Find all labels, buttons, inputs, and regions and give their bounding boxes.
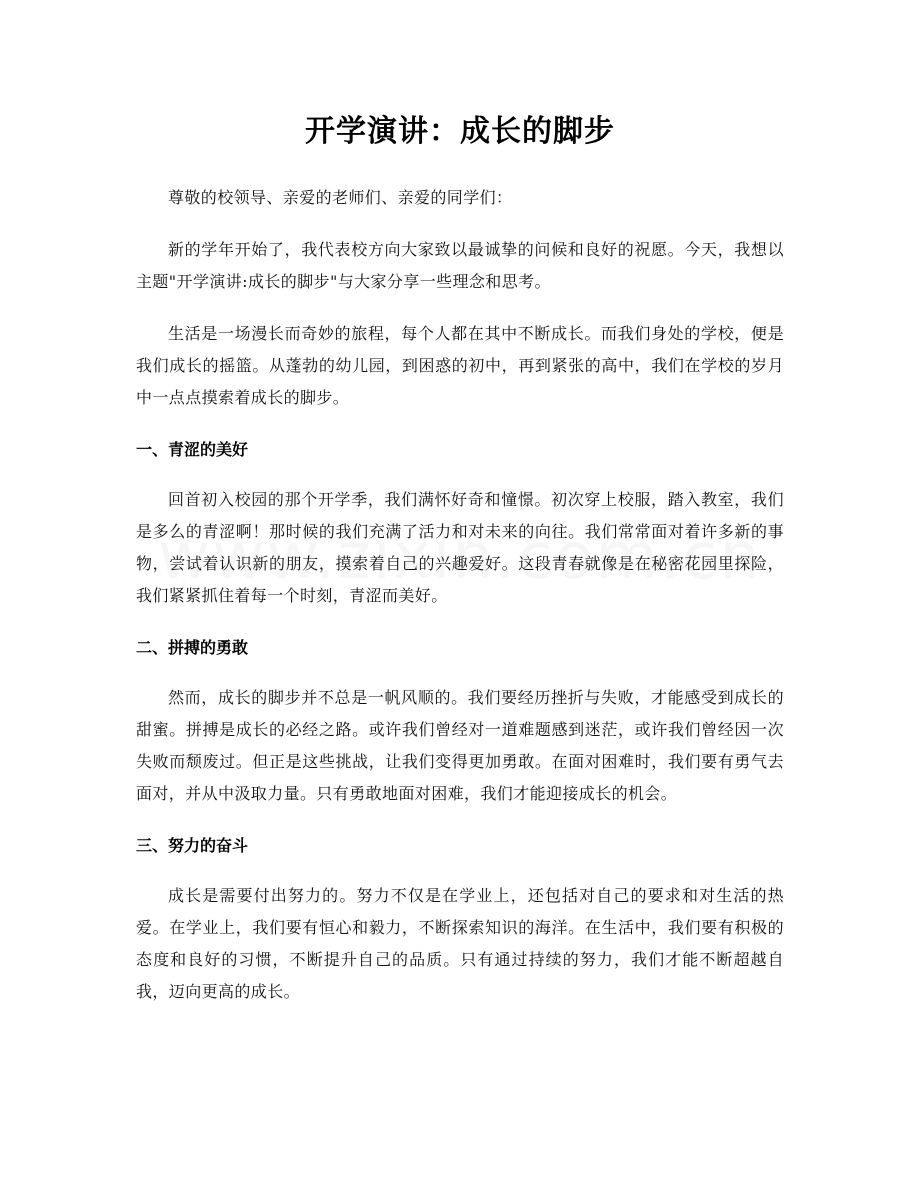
section-body-2: 然而，成长的脚步并不总是一帆风顺的。我们要经历挫折与失败，才能感受到成长的甜蜜。拼搏是成长的必经之路。或许我们曾经对一道难题感到迷茫，或许我们曾经因一次失败而颓废过。但正是这些挑战，让我们变得更加勇敢。在面对困难时，我们要有勇气去面对，并从中汲取力量。只有勇敢地面对困难，我们才能迎接成长的机会。 bbox=[136, 688, 784, 803]
document-body bbox=[136, 182, 784, 1028]
section-heading-3: 三、努力的奋斗 bbox=[136, 836, 249, 855]
section-heading-2: 二、拼搏的勇敢 bbox=[136, 638, 249, 657]
page-title: 开学演讲：成长的脚步 bbox=[305, 114, 615, 149]
greeting: 尊敬的校领导、亲爱的老师们、亲爱的同学们： bbox=[168, 188, 513, 207]
section-body-1: 回首初入校园的那个开学季，我们满怀好奇和憧憬。初次穿上校服，踏入教室，我们是多么的青涩啊！那时候的我们充满了活力和对未来的向往。我们常常面对着许多新的事物，尝试着认识新的朋友，摸索着自己的兴趣爱好。这段青春就像是在秘密花园里探险，我们紧紧抓住着每一个时刻，青涩而美好。 bbox=[136, 490, 784, 605]
intro-paragraph-1: 新的学年开始了，我代表校方向大家致以最诚挚的问候和良好的祝愿。今天，我想以主题"开学演讲:成长的脚步"与大家分享一些理念和思考。 bbox=[136, 240, 784, 291]
intro-paragraph-2: 生活是一场漫长而奇妙的旅程，每个人都在其中不断成长。而我们身处的学校，便是我们成长的摇篮。从蓬勃的幼儿园，到困惑的初中，再到紧张的高中，我们在学校的岁月中一点点摸索着成长的脚步。 bbox=[136, 324, 784, 407]
section-body-3: 成长是需要付出努力的。努力不仅是在学业上，还包括对自己的要求和对生活的热爱。在学业上，我们要有恒心和毅力，不断探索知识的海洋。在生活中，我们要有积极的态度和良好的习惯，不断提升自己的品质。只有通过持续的努力，我们才能不断超越自我，迈向更高的成长。 bbox=[136, 886, 784, 1001]
section-heading-1: 一、青涩的美好 bbox=[136, 440, 249, 459]
